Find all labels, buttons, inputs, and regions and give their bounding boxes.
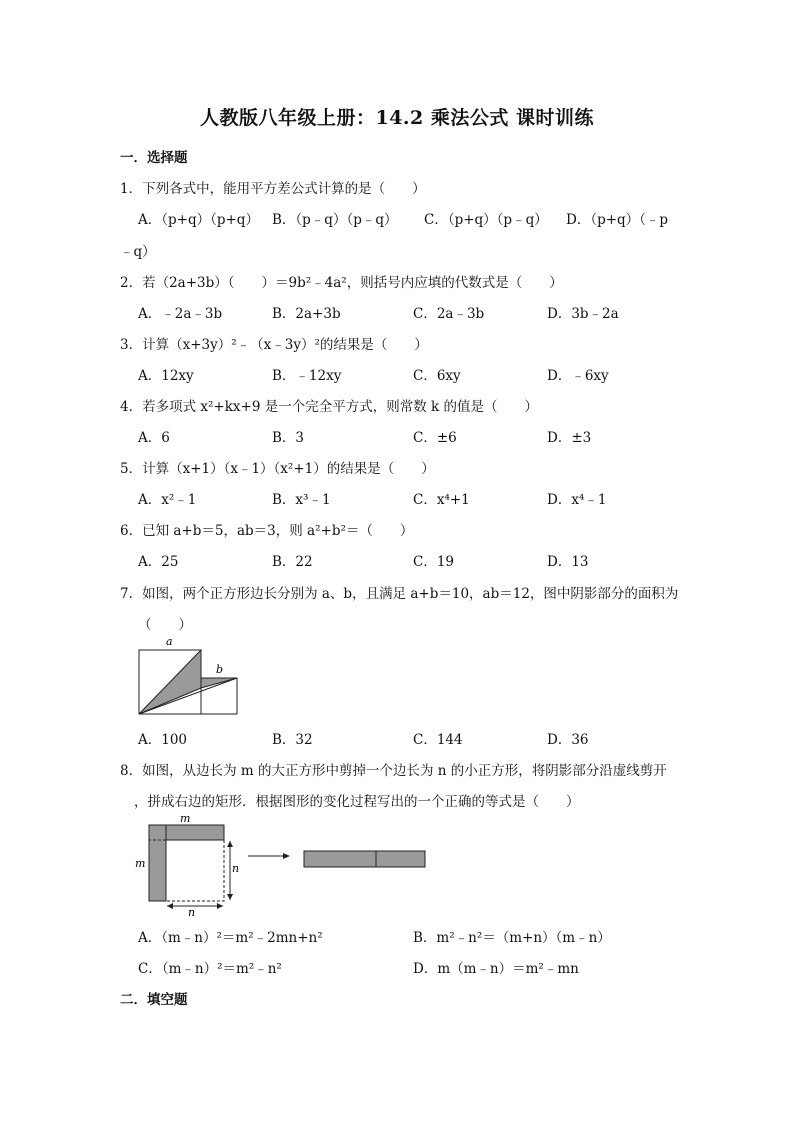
- question-4-option-d: D．±3: [547, 430, 592, 446]
- question-4-stem: 4．若多项式 x²+kx+9 是一个完全平方式，则常数 k 的值是（ ）: [120, 399, 538, 415]
- question-6-option-d: D．13: [547, 554, 589, 570]
- question-8-option-b: B．m²﹣n²＝（m+n）（m﹣n）: [413, 930, 611, 946]
- result-rect-left: [304, 851, 376, 867]
- question-5-stem: 5．计算（x+1）（x﹣1）（x²+1）的结果是（ ）: [120, 461, 435, 477]
- transform-arrowhead: [283, 853, 290, 859]
- question-8-option-d: D．m（m﹣n）＝m²﹣mn: [413, 961, 579, 977]
- question-3-option-d: D．﹣6xy: [547, 368, 609, 384]
- question-8-figure: [132, 810, 432, 919]
- question-7-option-b: B．32: [272, 732, 313, 748]
- question-1-stem: 1．下列各式中，能用平方差公式计算的是（ ）: [120, 181, 426, 197]
- label-n-right: n: [232, 862, 240, 875]
- result-rect-right: [376, 851, 425, 867]
- page-title: 人教版八年级上册：14.2 乘法公式 课时训练: [199, 107, 594, 129]
- question-5-option-a: A．x²﹣1: [138, 492, 197, 508]
- question-7-option-d: D．36: [547, 732, 589, 748]
- label-n-bottom: n: [188, 906, 196, 919]
- question-6-stem: 6．已知 a+b＝5，ab＝3，则 a²+b²＝（ ）: [120, 523, 414, 539]
- question-2-option-a: A．﹣2a﹣3b: [138, 306, 223, 322]
- question-6-option-b: B．22: [272, 554, 313, 570]
- question-1-option-d-continued: ﹣q）: [120, 244, 156, 260]
- question-8-stem: 8．如图，从边长为 m 的大正方形中剪掉一个边长为 n 的小正方形，将阴影部分沿虚线剪开: [120, 763, 667, 779]
- question-7-option-c: C．144: [413, 732, 463, 748]
- arrowhead-left: [167, 903, 173, 909]
- question-8-stem-continued: ，拼成右边的矩形．根据图形的变化过程写出的一个正确的等式是（ ）: [134, 794, 580, 810]
- question-7-option-a: A．100: [138, 732, 188, 748]
- section-heading-fill: 二．填空题: [120, 992, 188, 1008]
- question-6-option-a: A．25: [138, 554, 179, 570]
- question-5-option-d: D．x⁴﹣1: [547, 492, 607, 508]
- section-heading-choice: 一．选择题: [120, 150, 188, 166]
- question-1-option-d: D．（p+q）（﹣p: [566, 212, 669, 228]
- question-3-option-c: C．6xy: [413, 368, 461, 384]
- label-a: a: [166, 635, 173, 648]
- question-4-option-a: A．6: [138, 430, 170, 446]
- shaded-left-bar: [149, 825, 166, 901]
- question-5-option-b: B．x³﹣1: [272, 492, 331, 508]
- question-4-option-c: C．±6: [413, 430, 457, 446]
- question-1-option-c: C．（p+q）（p﹣q）: [424, 212, 548, 228]
- question-4-option-b: B．3: [272, 430, 305, 446]
- question-8-option-c: C．（m﹣n）²＝m²﹣n²: [138, 961, 282, 977]
- label-m-left: m: [135, 857, 146, 870]
- question-2-option-b: B．2a+3b: [272, 306, 341, 322]
- arrowhead-up: [227, 841, 233, 847]
- label-m-top: m: [180, 812, 191, 825]
- question-2-stem: 2．若（2a+3b）（ ）＝9b²﹣4a²，则括号内应填的代数式是（ ）: [120, 275, 563, 291]
- cutout-dashed-outline: [166, 840, 224, 901]
- question-7-stem-continued: （ ）: [138, 617, 192, 633]
- question-7-figure: [136, 632, 246, 720]
- question-2-option-c: C．2a﹣3b: [413, 306, 485, 322]
- question-3-stem: 3．计算（x+3y）²﹣（x﹣3y）²的结果是（ ）: [120, 337, 428, 353]
- question-1-option-a: A．（p+q）（p+q）: [138, 212, 259, 228]
- label-b: b: [216, 663, 224, 676]
- question-3-option-a: A．12xy: [138, 368, 194, 384]
- question-2-option-d: D．3b﹣2a: [547, 306, 619, 322]
- question-3-option-b: B．﹣12xy: [272, 368, 342, 384]
- shaded-top-bar: [166, 825, 224, 840]
- arrowhead-down: [227, 894, 233, 900]
- question-8-option-a: A．（m﹣n）²＝m²﹣2mn+n²: [138, 930, 323, 946]
- question-6-option-c: C．19: [413, 554, 455, 570]
- question-7-stem: 7．如图，两个正方形边长分别为 a、b，且满足 a+b＝10，ab＝12，图中阴影部分的面积为: [120, 586, 679, 602]
- question-1-option-b: B．（p﹣q）（p﹣q）: [272, 212, 398, 228]
- question-5-option-c: C．x⁴+1: [413, 492, 470, 508]
- arrowhead-right: [217, 903, 223, 909]
